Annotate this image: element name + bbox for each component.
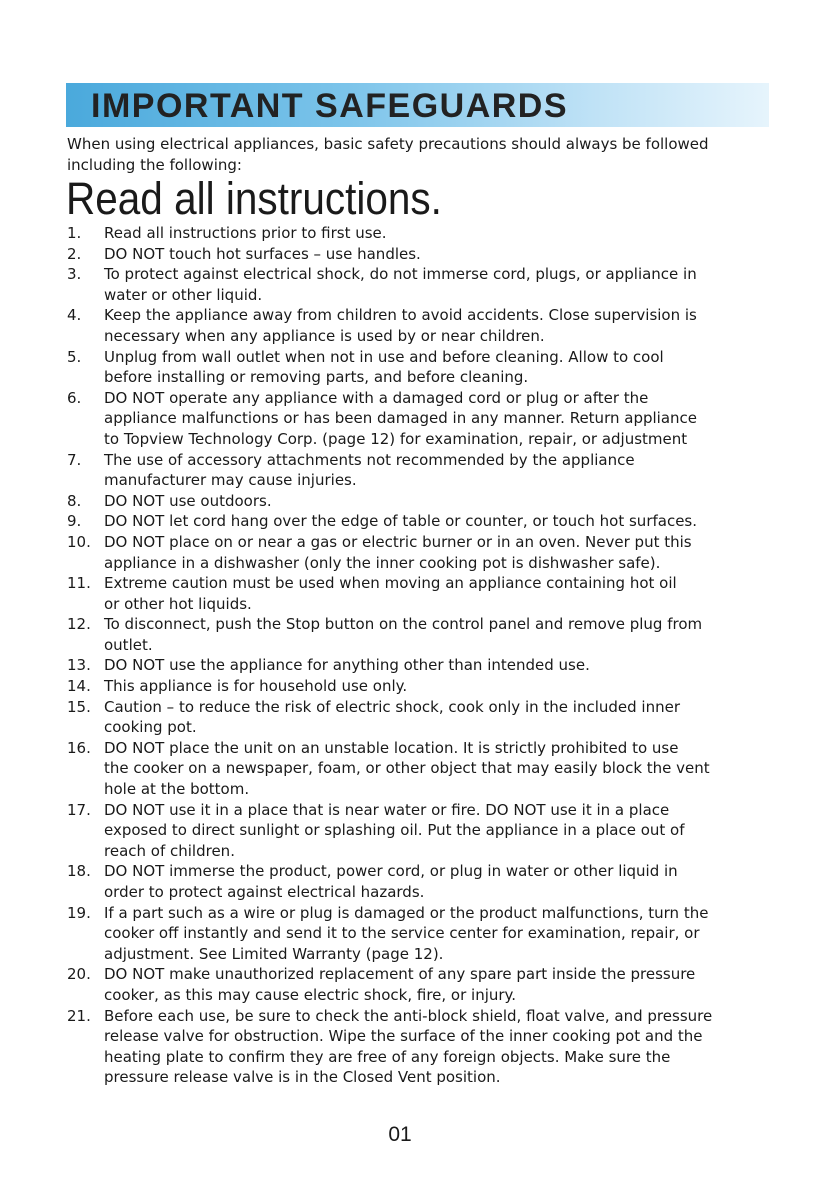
list-item: [67, 223, 727, 244]
list-item-number: 14.: [67, 677, 91, 696]
list-item-number: 17.: [67, 800, 91, 819]
list-item-number: 12.: [67, 615, 91, 634]
list-item: [67, 573, 727, 614]
list-item-number: 4.: [67, 306, 82, 325]
list-item-number: 13.: [67, 656, 91, 675]
list-item: [67, 697, 727, 738]
list-item: [67, 676, 727, 697]
list-item-number: 10.: [67, 532, 91, 551]
list-item: [67, 264, 727, 305]
list-item: [67, 532, 727, 573]
list-item-text: DO NOT place the unit on an unstable location. It is strictly prohibited to use the cooker on a newspaper, foam, or other object that may easily block the vent hole at the bottom.: [104, 738, 710, 799]
list-item-text: DO NOT let cord hang over the edge of table or counter, or touch hot surfaces.: [104, 512, 698, 531]
list-item-text: DO NOT place on or near a gas or electric burner or in an oven. Never put this appliance in a dishwasher (only the inner cooking pot is dishwasher safe).: [104, 532, 692, 572]
list-item-text: Caution – to reduce the risk of electric shock, cook only in the included inner cooking pot.: [104, 697, 680, 737]
list-item: [67, 450, 727, 491]
list-item-text: To disconnect, push the Stop button on the control panel and remove plug from outlet.: [104, 615, 703, 654]
list-item-number: 3.: [67, 265, 82, 284]
list-item-text: DO NOT use the appliance for anything other than intended use.: [104, 656, 590, 675]
list-item: [67, 738, 727, 800]
list-item: [67, 964, 727, 1005]
list-item-text: DO NOT touch hot surfaces – use handles.: [104, 244, 421, 263]
list-item: [67, 655, 727, 676]
list-item-number: 8.: [67, 491, 82, 510]
list-item-text: Read all instructions prior to first use.: [104, 224, 387, 242]
list-item: [67, 800, 727, 862]
list-item: [67, 1006, 727, 1088]
list-item-number: 18.: [67, 862, 91, 881]
list-item-text: DO NOT immerse the product, power cord, or plug in water or other liquid in order to protect against electrical hazards.: [104, 862, 678, 901]
list-item-number: 19.: [67, 903, 91, 922]
list-item: [67, 614, 727, 655]
list-item-text: To protect against electrical shock, do not immerse cord, plugs, or appliance in water or other liquid.: [104, 265, 697, 304]
list-item-text: Keep the appliance away from children to avoid accidents. Close supervision is necessary when any appliance is used by or near children.: [104, 306, 697, 345]
list-item-number: 6.: [67, 388, 82, 407]
list-item-text: Before each use, be sure to check the anti-block shield, float valve, and pressure release valve for obstruction. Wipe the surface of the inner cooking pot and the heating plate to confirm they are free of any foreign objects. Make sure the pressure release valve is in the Closed Vent position.: [104, 1006, 713, 1087]
list-item-text: Unplug from wall outlet when not in use and before cleaning. Allow to cool before installing or removing parts, and before cleaning.: [104, 347, 664, 387]
page-title: IMPORTANT SAFEGUARDS: [91, 87, 569, 125]
list-item: [67, 305, 727, 346]
list-item: [67, 491, 727, 512]
list-item-text: The use of accessory attachments not recommended by the appliance manufacturer may cause injuries.: [104, 450, 635, 490]
list-item-number: 1.: [67, 224, 82, 242]
list-item: [67, 861, 727, 902]
list-item-text: This appliance is for household use only.: [104, 677, 408, 696]
subheading: Read all instructions.: [66, 173, 442, 224]
list-item: [67, 903, 727, 965]
list-item-number: 16.: [67, 738, 91, 757]
list-item-text: DO NOT operate any appliance with a damaged cord or plug or after the appliance malfunctions or has been damaged in any manner. Return appliance to Topview Technology Corp. (page 12) for examination, repair, or adjustment: [104, 388, 697, 448]
list-item-number: 2.: [67, 244, 82, 263]
list-item: [67, 347, 727, 388]
list-item-text: DO NOT use it in a place that is near water or fire. DO NOT use it in a place exposed to direct sunlight or splashing oil. Put the appliance in a place out of reach of children.: [104, 800, 685, 860]
list-item-number: 11.: [67, 574, 91, 593]
list-item-text: If a part such as a wire or plug is damaged or the product malfunctions, turn the cooker off instantly and send it to the service center for examination, repair, or adjustment. See Limited Warranty (page 12).: [104, 903, 709, 963]
intro-text: When using electrical appliances, basic safety precautions should always be followed including the following:: [67, 135, 709, 174]
list-item-text: DO NOT make unauthorized replacement of any spare part inside the pressure cooker, as this may cause electric shock, fire, or injury.: [104, 965, 696, 1004]
list-item-text: Extreme caution must be used when moving an appliance containing hot oil or other hot liquids.: [104, 574, 677, 613]
list-item-text: DO NOT use outdoors.: [104, 491, 272, 510]
list-item-number: 9.: [67, 512, 82, 531]
list-item-number: 5.: [67, 347, 82, 366]
list-item-number: 20.: [67, 965, 91, 984]
list-item-number: 21.: [67, 1006, 91, 1025]
page-number: 01: [388, 1123, 412, 1146]
list-item: [67, 511, 727, 532]
list-item-number: 15.: [67, 697, 91, 716]
safeguards-list: [67, 223, 727, 1088]
list-item-number: 7.: [67, 450, 82, 469]
list-item: [67, 388, 727, 450]
list-item: [67, 244, 727, 265]
